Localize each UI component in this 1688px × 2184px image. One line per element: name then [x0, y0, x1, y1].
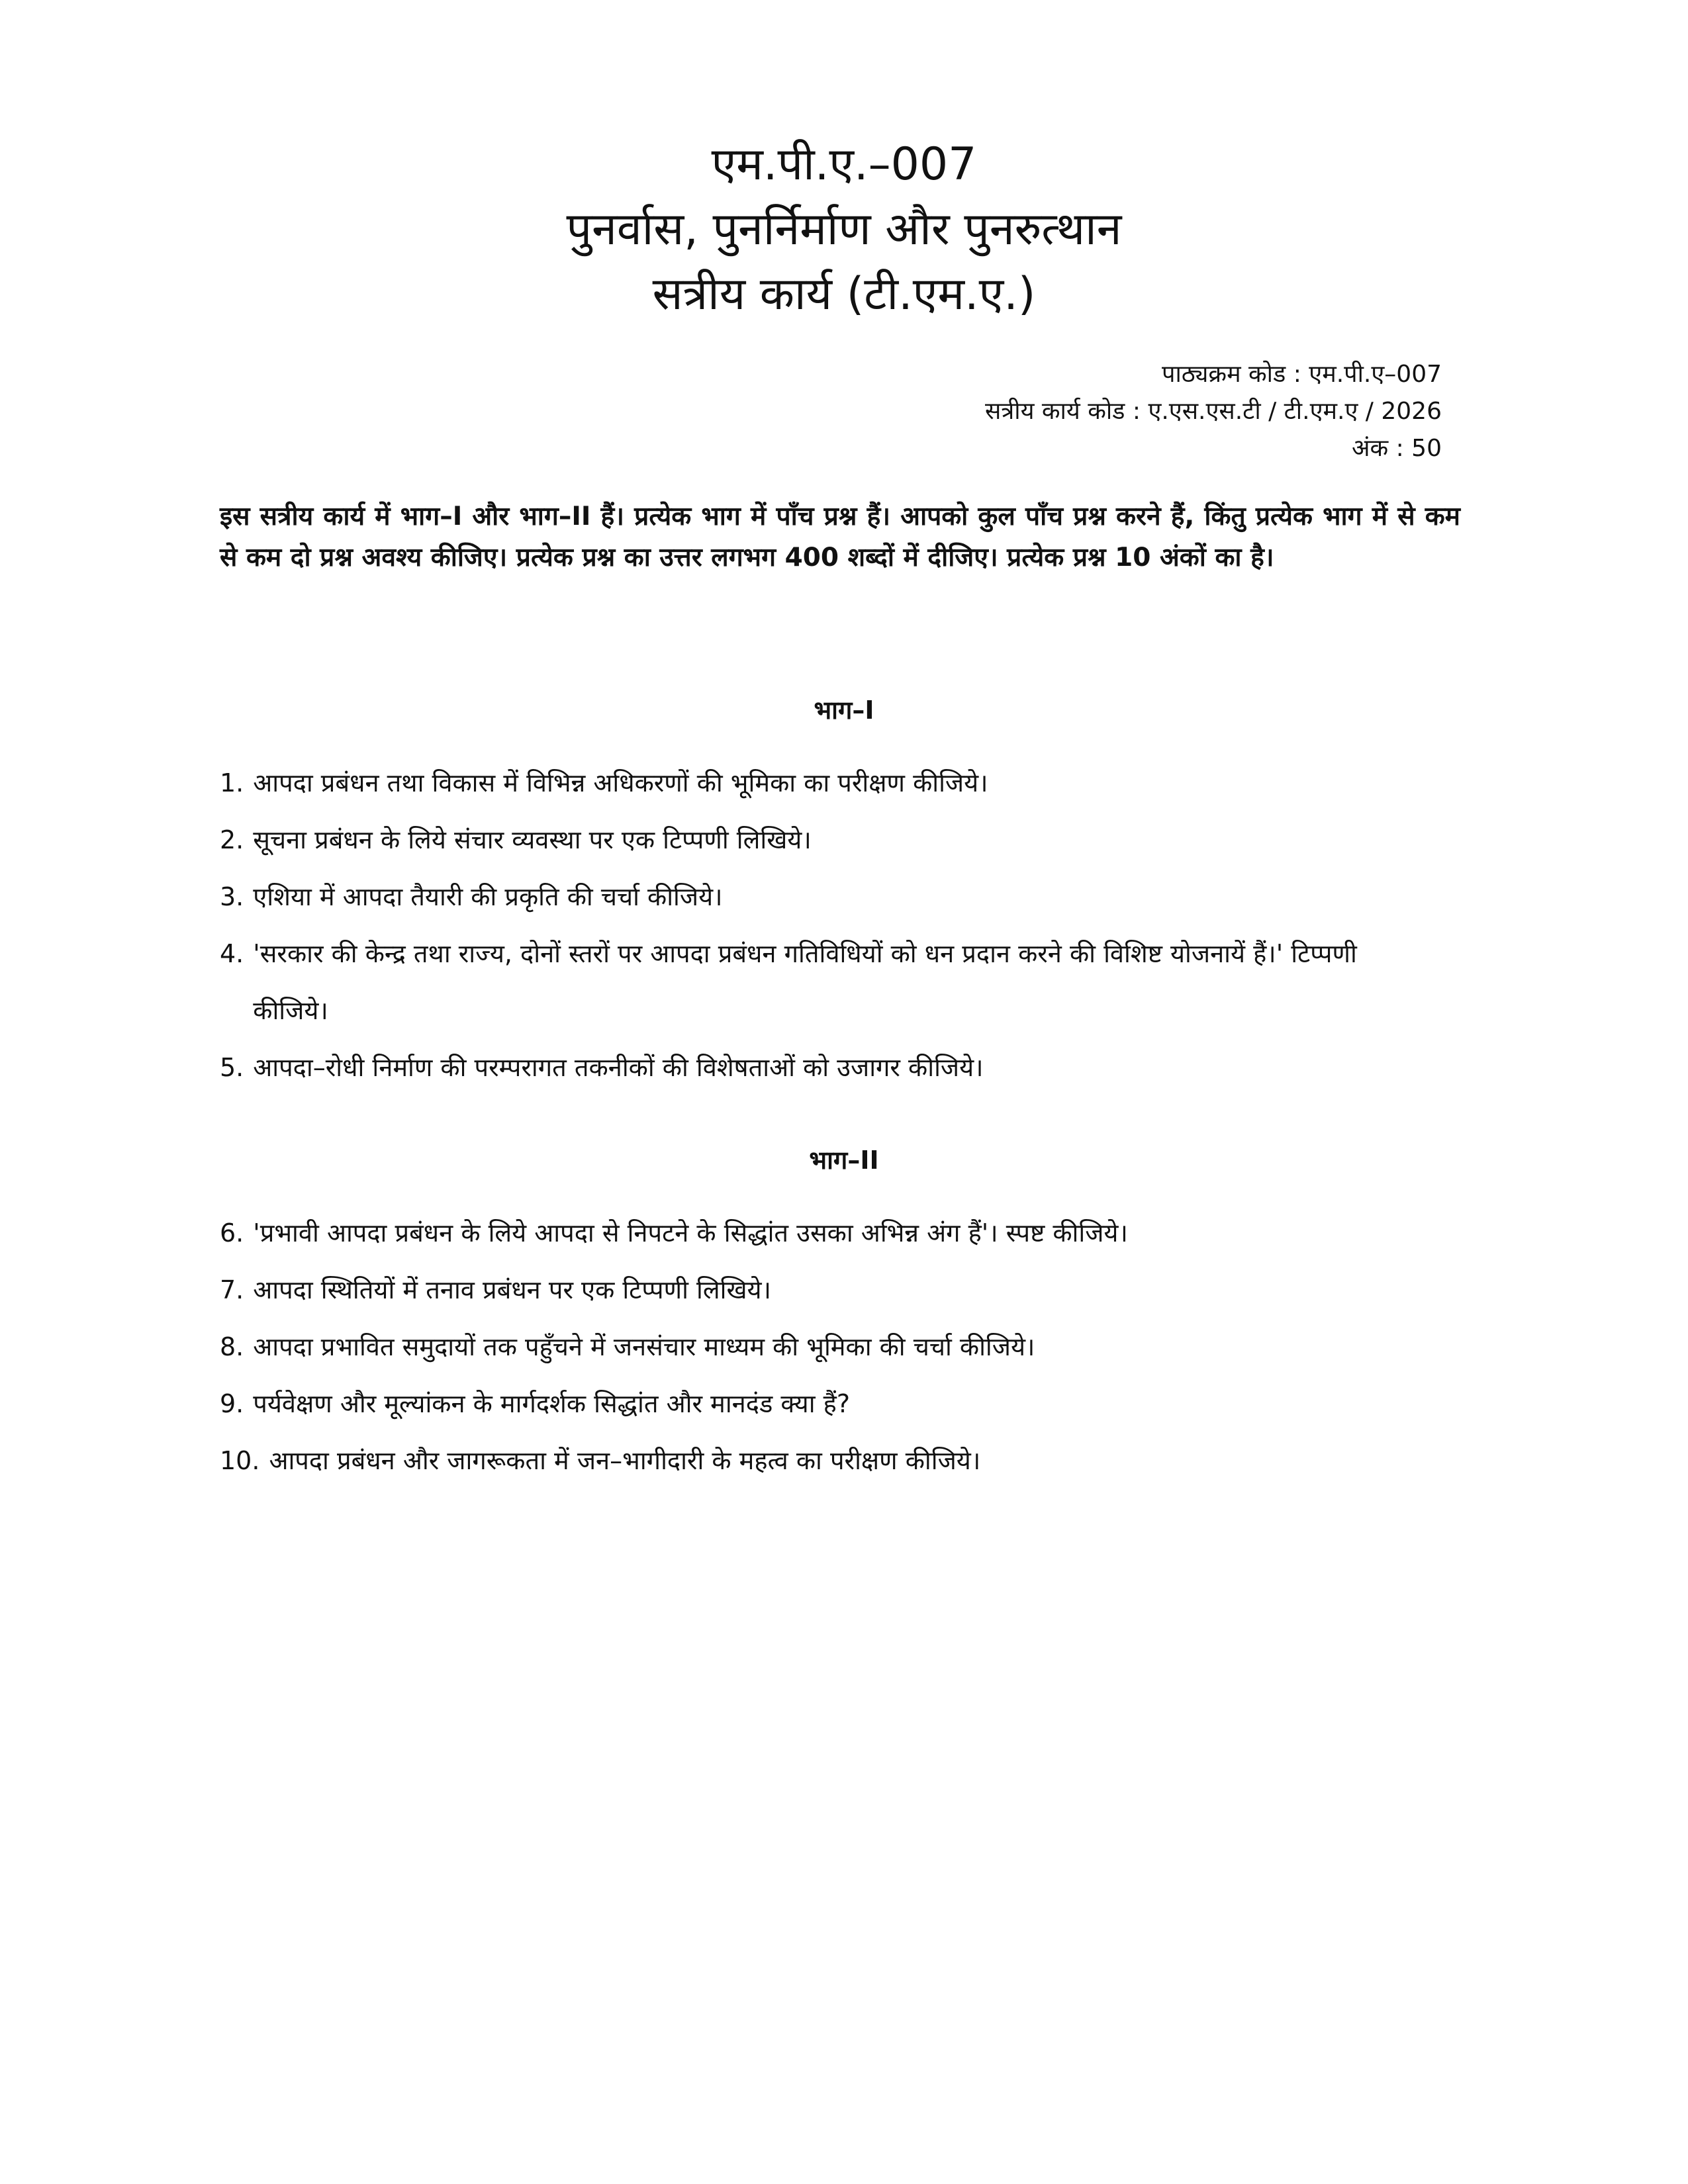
- question-item: [220, 868, 1491, 925]
- question-text: आपदा–रोधी निर्माण की परम्परागत तकनीकों की विशेषताओं को उजागर कीजिये।: [253, 1053, 984, 1082]
- question-number: 9.: [220, 1389, 244, 1418]
- question-number: 10.: [220, 1446, 260, 1475]
- meta-block: [985, 356, 1442, 467]
- question-number: 7.: [220, 1275, 244, 1304]
- marks-line: अंक : 50: [1352, 435, 1442, 462]
- section-heading-part-2: भाग–II: [809, 1146, 879, 1175]
- question-number: 4.: [220, 939, 244, 968]
- question-text: आपदा स्थितियों में तनाव प्रबंधन पर एक टिप्पणी लिखिये।: [253, 1275, 771, 1304]
- section-heading-part-1: भाग–I: [814, 696, 874, 725]
- question-list-part-2: [220, 1205, 1491, 1489]
- course-code-line: पाठ्यक्रम कोड : एम.पी.ए–007: [1162, 361, 1442, 388]
- question-text: सूचना प्रबंधन के लिये संचार व्यवस्था पर एक टिप्पणी लिखिये।: [253, 825, 812, 854]
- question-number: 8.: [220, 1332, 244, 1361]
- instructions-paragraph: इस सत्रीय कार्य में भाग–I और भाग–II हैं। प्रत्येक भाग में पाँच प्रश्न हैं। आपको कुल पाँच प्रश्न करने हैं, किंतु प्रत्येक भाग में से कम से कम दो प्रश्न अवश्य कीजिए। प्रत्येक प्रश्न का उत्तर लगभग 400 शब्दों में दीजिए। प्रत्येक प्रश्न 10 अंकों का है।: [220, 502, 1460, 572]
- question-item: [220, 1039, 1491, 1096]
- question-item: [220, 1375, 1491, 1432]
- course-code-title: एम.पी.ए.–007: [711, 138, 977, 191]
- assignment-title: सत्रीय कार्य (टी.एम.ए.): [652, 268, 1036, 320]
- question-text: एशिया में आपदा तैयारी की प्रकृति की चर्चा कीजिये।: [253, 882, 723, 911]
- question-item: [220, 1261, 1491, 1318]
- question-text: 'प्रभावी आपदा प्रबंधन के लिये आपदा से निपटने के सिद्धांत उसका अभिन्न अंग हैं'। स्पष्ट कीजिये।: [253, 1218, 1128, 1248]
- question-text: आपदा प्रबंधन और जागरूकता में जन–भागीदारी के महत्व का परीक्षण कीजिये।: [269, 1446, 981, 1475]
- question-list-part-1: [220, 754, 1491, 1096]
- question-text: 'सरकार की केन्द्र तथा राज्य, दोनों स्तरों पर आपदा प्रबंधन गतिविधियों को धन प्रदान करने की विशिष्ट योजनायें हैं।' टिप्पणी कीजिये।: [253, 939, 1357, 1025]
- assignment-code-line: सत्रीय कार्य कोड : ए.एस.एस.टी / टी.एम.ए / 2026: [985, 398, 1442, 425]
- question-item: [220, 1318, 1491, 1375]
- question-number: 1.: [220, 768, 244, 797]
- title-block: [0, 132, 1688, 327]
- question-item: [220, 1432, 1491, 1489]
- question-number: 3.: [220, 882, 244, 911]
- question-number: 5.: [220, 1053, 244, 1082]
- question-item: [220, 811, 1491, 868]
- question-number: 6.: [220, 1218, 244, 1248]
- course-name-title: पुनर्वास, पुनर्निर्माण और पुनरुत्थान: [566, 203, 1122, 255]
- question-text: आपदा प्रबंधन तथा विकास में विभिन्न अधिकरणों की भूमिका का परीक्षण कीजिये।: [253, 768, 988, 797]
- question-item: [220, 754, 1491, 811]
- question-item: [220, 1205, 1491, 1261]
- question-text: आपदा प्रभावित समुदायों तक पहुँचने में जनसंचार माध्यम की भूमिका की चर्चा कीजिये।: [253, 1332, 1035, 1361]
- question-text: पर्यवेक्षण और मूल्यांकन के मार्गदर्शक सिद्धांत और मानदंड क्या हैं?: [253, 1389, 850, 1418]
- question-number: 2.: [220, 825, 244, 854]
- question-item: [220, 925, 1491, 1039]
